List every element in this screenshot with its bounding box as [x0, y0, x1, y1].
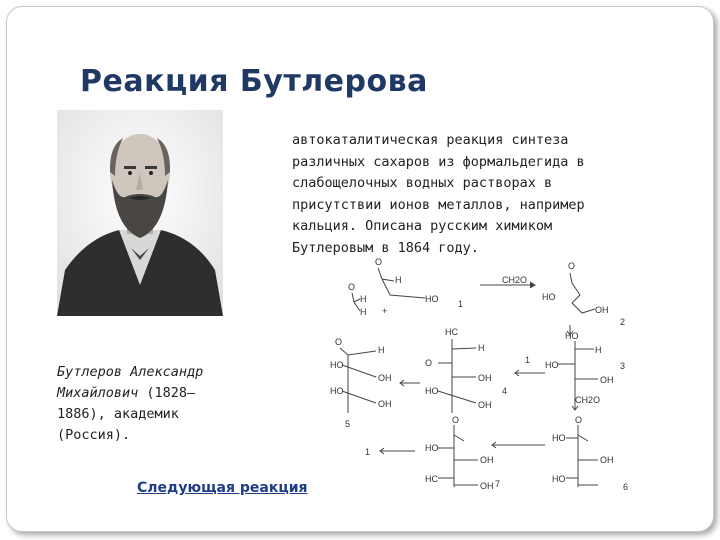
reagent-ch2o: CH2O: [575, 395, 601, 405]
step-label: 3: [620, 361, 626, 371]
atom-h: H: [595, 345, 602, 355]
next-reaction-link[interactable]: Следующая реакция: [137, 480, 308, 496]
atom-oh: OH: [600, 455, 614, 465]
atom-ho: HO: [425, 443, 439, 453]
atom-ho: HO: [330, 360, 344, 370]
atom-ho: HO: [565, 331, 579, 341]
atom-ho: HO: [552, 474, 566, 484]
step-label: 1: [525, 355, 531, 365]
atom-h: H: [360, 307, 367, 317]
atom-hc: HC: [425, 474, 438, 484]
reagent-ch2o: CH2O: [502, 275, 528, 285]
atom-oh: OH: [378, 399, 392, 409]
step-label: 6: [623, 482, 629, 492]
atom-oh: OH: [378, 373, 392, 383]
atom-ho: HO: [552, 433, 566, 443]
atom-h: H: [478, 343, 485, 353]
atom-ho: HO: [542, 292, 556, 302]
plus-sign: +: [382, 306, 388, 316]
step-label: 7: [495, 479, 501, 489]
atom-o: O: [575, 415, 583, 425]
step-label: 1: [365, 447, 371, 457]
atom-h: H: [395, 275, 402, 285]
slide-title: Реакция Бутлерова: [80, 64, 428, 99]
reaction-scheme: [320, 255, 650, 500]
atom-ho: HO: [425, 294, 439, 304]
atom-o: O: [452, 415, 460, 425]
atom-oh: OH: [478, 400, 492, 410]
atom-o: O: [348, 282, 356, 292]
atom-o: O: [375, 257, 383, 267]
atom-ho: HO: [425, 386, 439, 396]
atom-ho: HO: [330, 386, 344, 396]
step-label: 1: [458, 299, 464, 309]
caption-details: (1828–1886), академик (Россия).: [57, 385, 196, 443]
atom-oh: OH: [480, 455, 494, 465]
atom-o: O: [568, 261, 576, 271]
atom-oh: OH: [480, 481, 494, 491]
atom-o: O: [425, 358, 433, 368]
atom-oh: OH: [600, 375, 614, 385]
atom-oh: OH: [595, 305, 609, 315]
step-label: 2: [620, 317, 626, 327]
portrait-caption: [57, 362, 237, 446]
caption-name: Бутлеров Александр Михайлович: [57, 364, 204, 401]
atom-h: H: [378, 345, 385, 355]
atom-o: O: [335, 337, 343, 347]
atom-ho: HO: [545, 360, 559, 370]
step-label: 4: [502, 386, 508, 396]
step-label: 5: [345, 419, 351, 429]
portrait-photo: [57, 110, 223, 316]
atom-h: H: [360, 294, 367, 304]
reaction-description: автокаталитическая реакция синтеза различных сахаров из формальдегида в слабощелочных водных растворах в присутствии ионов металлов, например кальция. Описана русским химиком Бутлеровым в 1864 году.: [292, 132, 585, 256]
atom-hc: HC: [445, 327, 458, 337]
atom-oh: OH: [478, 373, 492, 383]
